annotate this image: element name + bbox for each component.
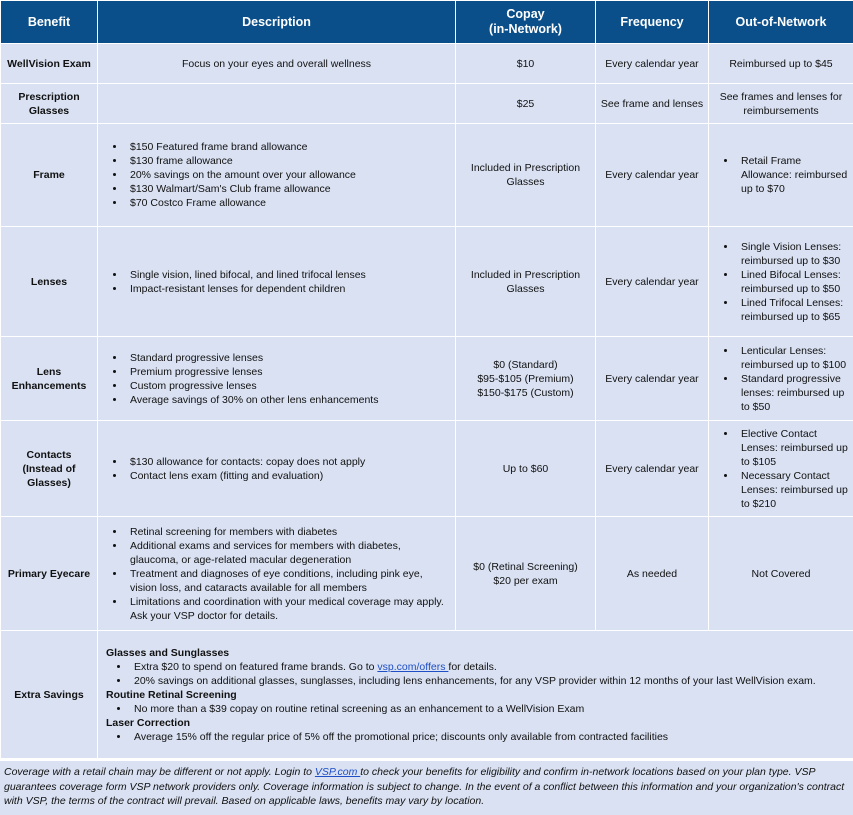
- copay-line: $150-$175 (Custom): [460, 386, 591, 400]
- out-of-network: See frames and lenses for reimbursements: [709, 84, 853, 124]
- benefit-name-line1: Contacts: [5, 448, 93, 462]
- copay-line: $0 (Standard): [460, 358, 591, 372]
- benefit-name: [1, 337, 98, 421]
- description-list: [102, 268, 451, 296]
- list-item: • Elective Contact Lenses: reimbursed up to $105: [737, 427, 849, 469]
- frequency: Every calendar year: [596, 337, 709, 421]
- copay-line: $0 (Retinal Screening): [460, 560, 591, 574]
- row-primary-eyecare: [1, 517, 853, 631]
- description: Focus on your eyes and overall wellness: [98, 44, 456, 84]
- benefit-name-line1: Lens: [5, 365, 93, 379]
- out-of-network: Reimbursed up to $45: [709, 44, 853, 84]
- list-item: • 20% savings on the amount over your allowance: [126, 168, 451, 182]
- description: [98, 227, 456, 337]
- disclaimer-text: Coverage with a retail chain may be different or not apply. Login to: [4, 766, 315, 778]
- description: [98, 84, 456, 124]
- list-item: • $130 allowance for contacts: copay does not apply: [126, 455, 451, 469]
- copay: $25: [456, 84, 596, 124]
- item-text: Extra $20 to spend on featured frame brands. Go to: [134, 661, 377, 673]
- row-wellvision-exam: [1, 44, 853, 84]
- oon-list: [713, 427, 849, 511]
- benefit-name: Extra Savings: [1, 631, 98, 759]
- copay: Up to $60: [456, 421, 596, 517]
- list-item: • Average 15% off the regular price of 5% off the promotional price; discounts only available from contracted facilities: [130, 730, 849, 744]
- vsp-com-link[interactable]: VSP.com: [315, 766, 360, 778]
- list-item: • Additional exams and services for members with diabetes, glaucoma, or age-related macular degeneration: [126, 539, 451, 567]
- description: [98, 124, 456, 227]
- description-list: [102, 455, 451, 483]
- description: [98, 337, 456, 421]
- benefit-name: WellVision Exam: [1, 44, 98, 84]
- out-of-network: Not Covered: [709, 517, 853, 631]
- col-header-copay: [456, 1, 596, 44]
- frequency: As needed: [596, 517, 709, 631]
- list-item: • Retinal screening for members with diabetes: [126, 525, 451, 539]
- copay-header-line1: Copay: [460, 7, 591, 22]
- list-item: • Custom progressive lenses: [126, 379, 451, 393]
- description-list: [102, 351, 451, 407]
- copay: [456, 337, 596, 421]
- row-extra-savings: [1, 631, 853, 759]
- list-item: • Single Vision Lenses: reimbursed up to $30: [737, 240, 849, 268]
- copay: Included in Prescription Glasses: [456, 227, 596, 337]
- benefit-name: Primary Eyecare: [1, 517, 98, 631]
- copay-line: $20 per exam: [460, 574, 591, 588]
- list-item: • Lined Bifocal Lenses: reimbursed up to $50: [737, 268, 849, 296]
- row-lens-enhancements: [1, 337, 853, 421]
- col-header-description: Description: [98, 1, 456, 44]
- copay: [456, 517, 596, 631]
- list-item: • Contact lens exam (fitting and evaluation): [126, 469, 451, 483]
- frequency: Every calendar year: [596, 421, 709, 517]
- list-item: • Premium progressive lenses: [126, 365, 451, 379]
- disclaimer-text: to check your benefits for eligibility and confirm in-network locations based on your plan type. VSP guarantees coverage form VSP network providers only. Coverage information is subject to change. In the event of a conflict between this information and your organization's contract with VSP, the terms of the contract will prevail. Based on applicable laws, benefits may vary by location.: [4, 766, 844, 807]
- list-item: • 20% savings on additional glasses, sunglasses, including lens enhancements, for any VSP provider within 12 months of your last WellVision exam.: [130, 674, 849, 688]
- out-of-network: [709, 124, 853, 227]
- benefit-name: Lenses: [1, 227, 98, 337]
- list-item: • Average savings of 30% on other lens enhancements: [126, 393, 451, 407]
- benefit-name: Prescription Glasses: [1, 84, 98, 124]
- row-contacts: [1, 421, 853, 517]
- copay-line: $95-$105 (Premium): [460, 372, 591, 386]
- benefit-name-line2: (Instead of: [5, 462, 93, 476]
- frequency: Every calendar year: [596, 227, 709, 337]
- row-prescription-glasses: [1, 84, 853, 124]
- item-text: for details.: [448, 661, 496, 673]
- section-title-glasses-sunglasses: Glasses and Sunglasses: [106, 646, 849, 660]
- list-item: • $130 frame allowance: [126, 154, 451, 168]
- list-item: • Retail Frame Allowance: reimbursed up to $70: [737, 154, 849, 196]
- col-header-out-of-network: Out-of-Network: [709, 1, 853, 44]
- header-row: [1, 1, 853, 44]
- copay-header-line2: (in-Network): [460, 22, 591, 37]
- frequency: Every calendar year: [596, 124, 709, 227]
- laser-correction-list: [106, 730, 849, 744]
- list-item: • No more than a $39 copay on routine retinal screening as an enhancement to a WellVision Exam: [130, 702, 849, 716]
- disclaimer-footer: [0, 759, 853, 815]
- description: [98, 421, 456, 517]
- list-item: • Limitations and coordination with your medical coverage may apply. Ask your VSP doctor for details.: [126, 595, 451, 623]
- list-item: [130, 660, 849, 674]
- list-item: • Single vision, lined bifocal, and lined trifocal lenses: [126, 268, 451, 282]
- row-frame: [1, 124, 853, 227]
- col-header-frequency: Frequency: [596, 1, 709, 44]
- row-lenses: [1, 227, 853, 337]
- benefit-name-line3: Glasses): [5, 476, 93, 490]
- oon-list: [713, 240, 849, 324]
- benefit-name: [1, 421, 98, 517]
- list-item: • Standard progressive lenses: reimbursed up to $50: [737, 372, 849, 414]
- description-list: [102, 525, 451, 623]
- description-list: [102, 140, 451, 210]
- col-header-benefit: Benefit: [1, 1, 98, 44]
- list-item: • Lenticular Lenses: reimbursed up to $100: [737, 344, 849, 372]
- section-title-retinal-screening: Routine Retinal Screening: [106, 688, 849, 702]
- list-item: • Impact-resistant lenses for dependent children: [126, 282, 451, 296]
- out-of-network: [709, 337, 853, 421]
- copay: Included in Prescription Glasses: [456, 124, 596, 227]
- list-item: • Standard progressive lenses: [126, 351, 451, 365]
- frequency: Every calendar year: [596, 44, 709, 84]
- glasses-sunglasses-list: [106, 660, 849, 688]
- vsp-offers-link[interactable]: vsp.com/offers: [377, 661, 448, 673]
- list-item: • $150 Featured frame brand allowance: [126, 140, 451, 154]
- out-of-network: [709, 421, 853, 517]
- extra-savings-details: [98, 631, 853, 759]
- list-item: • Treatment and diagnoses of eye conditions, including pink eye, vision loss, and cataracts available for all members: [126, 567, 451, 595]
- list-item: • Necessary Contact Lenses: reimbursed up to $210: [737, 469, 849, 511]
- benefit-name: Frame: [1, 124, 98, 227]
- out-of-network: [709, 227, 853, 337]
- oon-list: [713, 344, 849, 414]
- oon-list: [713, 154, 849, 196]
- frequency: See frame and lenses: [596, 84, 709, 124]
- section-title-laser-correction: Laser Correction: [106, 716, 849, 730]
- benefit-name-line2: Enhancements: [5, 379, 93, 393]
- copay: $10: [456, 44, 596, 84]
- list-item: • Lined Trifocal Lenses: reimbursed up to $65: [737, 296, 849, 324]
- list-item: • $130 Walmart/Sam's Club frame allowance: [126, 182, 451, 196]
- description: [98, 517, 456, 631]
- list-item: • $70 Costco Frame allowance: [126, 196, 451, 210]
- retinal-screening-list: [106, 702, 849, 716]
